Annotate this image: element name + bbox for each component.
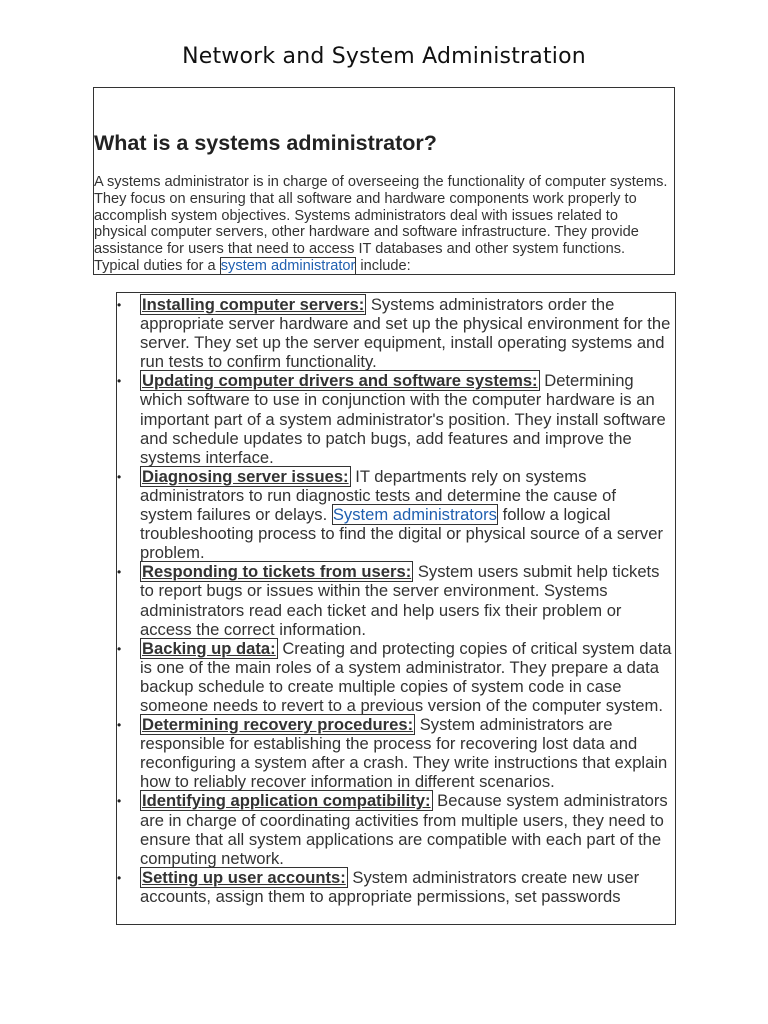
bullet-icon: •: [117, 565, 122, 580]
duty-title: Setting up user accounts:: [142, 867, 346, 887]
duty-text: Systems administrators order the appropriate server hardware and set up the physical environment for the server. They set up the server equipment, install operating systems and run tests to confirm functionality.: [140, 295, 671, 372]
duty-title: Responding to tickets from users:: [142, 562, 412, 582]
list-item: [117, 715, 675, 791]
duty-text: System users submit help tickets to report bugs or issues within the server environment. Systems administrators read each ticket and help users fix their problem or access the correct information.: [140, 562, 660, 639]
duty-title: Diagnosing server issues:: [142, 466, 349, 486]
list-item: [117, 562, 675, 638]
intro-section: [93, 87, 675, 275]
bullet-icon: •: [117, 641, 122, 656]
duty-text: Determining which software to use in conjunction with the computer hardware is an important part of a system administrator's position. They install software and schedule updates to patch bugs, add features and improve the systems interface.: [140, 371, 666, 467]
bullet-icon: •: [117, 870, 122, 885]
bullet-icon: •: [117, 298, 122, 312]
duty-text: System administrators are responsible for establishing the process for recovering lost data and reconfiguring a system after a crash. They write instructions that explain how to reliably recover information in different scenarios.: [140, 715, 668, 792]
list-item: [117, 295, 675, 371]
system-administrator-link[interactable]: system administrator: [220, 257, 356, 274]
bullet-icon: •: [117, 794, 122, 809]
duty-text: IT departments rely on systems administrators to run diagnostic tests and determine the cause of system failures or delays.: [140, 466, 616, 525]
list-item: [117, 868, 675, 906]
duty-text-after: follow a logical troubleshooting process to find the digital or physical source of a server problem.: [140, 505, 663, 563]
duty-title: Backing up data:: [142, 638, 276, 658]
list-item: [117, 639, 675, 715]
duty-title: Updating computer drivers and software systems:: [142, 371, 538, 391]
list-item: [117, 467, 675, 562]
bullet-icon: •: [117, 469, 122, 484]
section-heading: What is a systems administrator?: [94, 131, 437, 155]
page-title: Network and System Administration: [182, 44, 586, 69]
duties-section: [116, 292, 676, 925]
duty-text: Creating and protecting copies of critical system data is one of the main roles of a system administrator. They prepare a data backup schedule to create multiple copies of system code in case someone needs to revert to a previous version of the computer system.: [140, 638, 672, 715]
list-item: [117, 791, 675, 867]
duty-title: Determining recovery procedures:: [142, 715, 414, 735]
duty-title: Installing computer servers:: [142, 295, 365, 314]
intro-tail: include:: [356, 257, 411, 274]
intro-paragraph: [94, 174, 672, 275]
duty-title: Identifying application compatibility:: [142, 791, 431, 811]
bullet-icon: •: [117, 718, 122, 733]
intro-text: A systems administrator is in charge of overseeing the functionality of computer systems. They focus on ensuring that all software and hardware components work properly to accomplish system objectives. Systems administrators deal with issues related to physical computer servers, other hardware and software infrastructure. They provide assistance for users that need to access IT databases and other system functions. Typical duties for a: [94, 174, 668, 274]
system-administrators-link[interactable]: System administrators: [332, 505, 497, 525]
list-item: [117, 371, 675, 466]
duty-text: System administrators create new user accounts, assign them to appropriate permissions, set passwords: [140, 867, 640, 906]
duty-text: Because system administrators are in charge of coordinating activities from multiple users, they need to ensure that all system applications are compatible with each part of the computing network.: [140, 791, 668, 868]
duties-list: [117, 295, 675, 906]
bullet-icon: •: [117, 374, 122, 389]
